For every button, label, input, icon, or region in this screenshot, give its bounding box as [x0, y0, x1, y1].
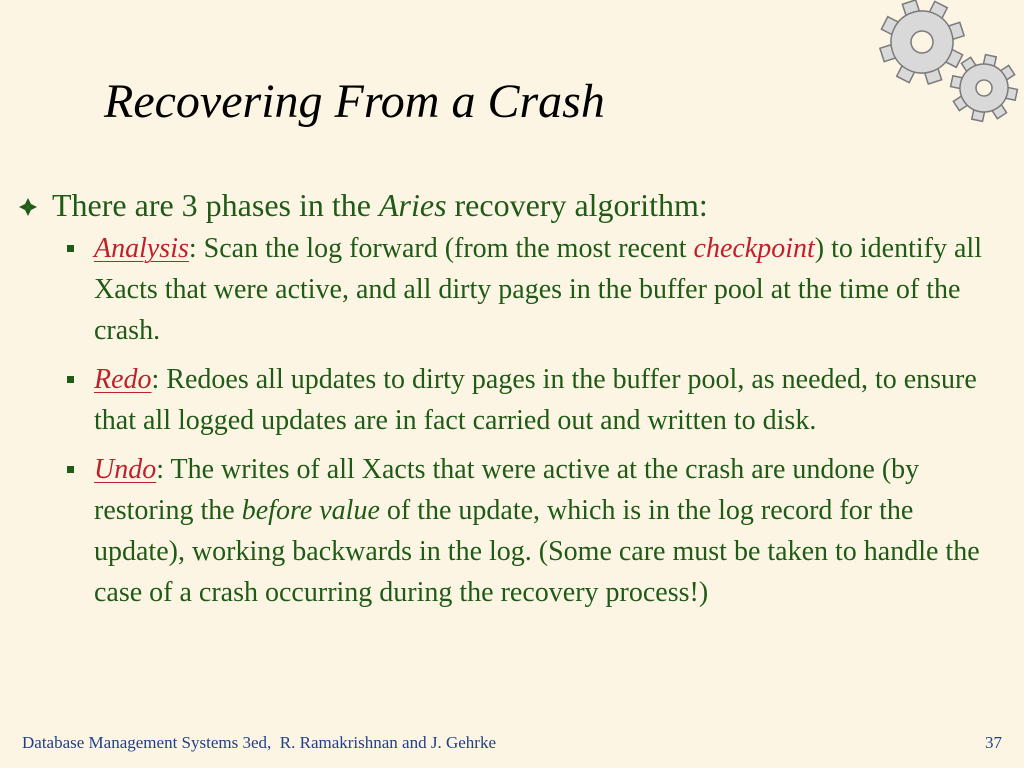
checkpoint-emphasis: checkpoint — [693, 233, 815, 265]
before-value-emphasis: before value — [241, 495, 380, 527]
slide-title: Recovering From a Crash — [104, 75, 605, 128]
phase-description: : Redoes all updates to dirty pages in the buffer pool, as needed, to ensure that all logged updates are in fact carried out and written to disk. — [94, 364, 977, 437]
aries-emphasis: Aries — [378, 187, 447, 223]
phase-description: : The writes of all Xacts that were active at the crash are undone (by restoring the — [94, 454, 920, 527]
square-bullet-icon — [67, 245, 74, 252]
main-bullet — [14, 186, 1014, 224]
phase-term: Undo — [94, 454, 157, 486]
phase-description-end: of the update, which is in the log record for the update), working backwards in the log. (Some care must be taken to handle the case of a crash occurring during the recovery process!) — [94, 495, 980, 609]
phase-item-analysis — [94, 228, 1006, 351]
square-bullet-icon — [67, 466, 74, 473]
main-bullet-text-end: recovery algorithm: — [446, 187, 708, 223]
phase-term: Analysis — [94, 233, 189, 265]
phase-list — [14, 228, 1014, 613]
main-bullet-text: There are 3 phases in the — [52, 187, 379, 223]
square-bullet-icon — [67, 376, 74, 383]
phase-description-end: ) to identify all Xacts that were active, and all dirty pages in the buffer pool at the time of the crash. — [94, 233, 982, 347]
phase-description: : Scan the log forward (from the most recent — [188, 233, 694, 265]
gears-icon — [860, 0, 1024, 130]
phase-item-undo — [94, 449, 1006, 613]
diamond-bullet-icon — [18, 197, 38, 217]
slide-body — [14, 186, 1014, 613]
phase-item-redo — [94, 359, 1006, 441]
page-number: 37 — [985, 733, 1002, 752]
phase-term: Redo — [94, 364, 152, 396]
footer-citation: Database Management Systems 3ed, R. Ramakrishnan and J. Gehrke — [22, 733, 496, 752]
